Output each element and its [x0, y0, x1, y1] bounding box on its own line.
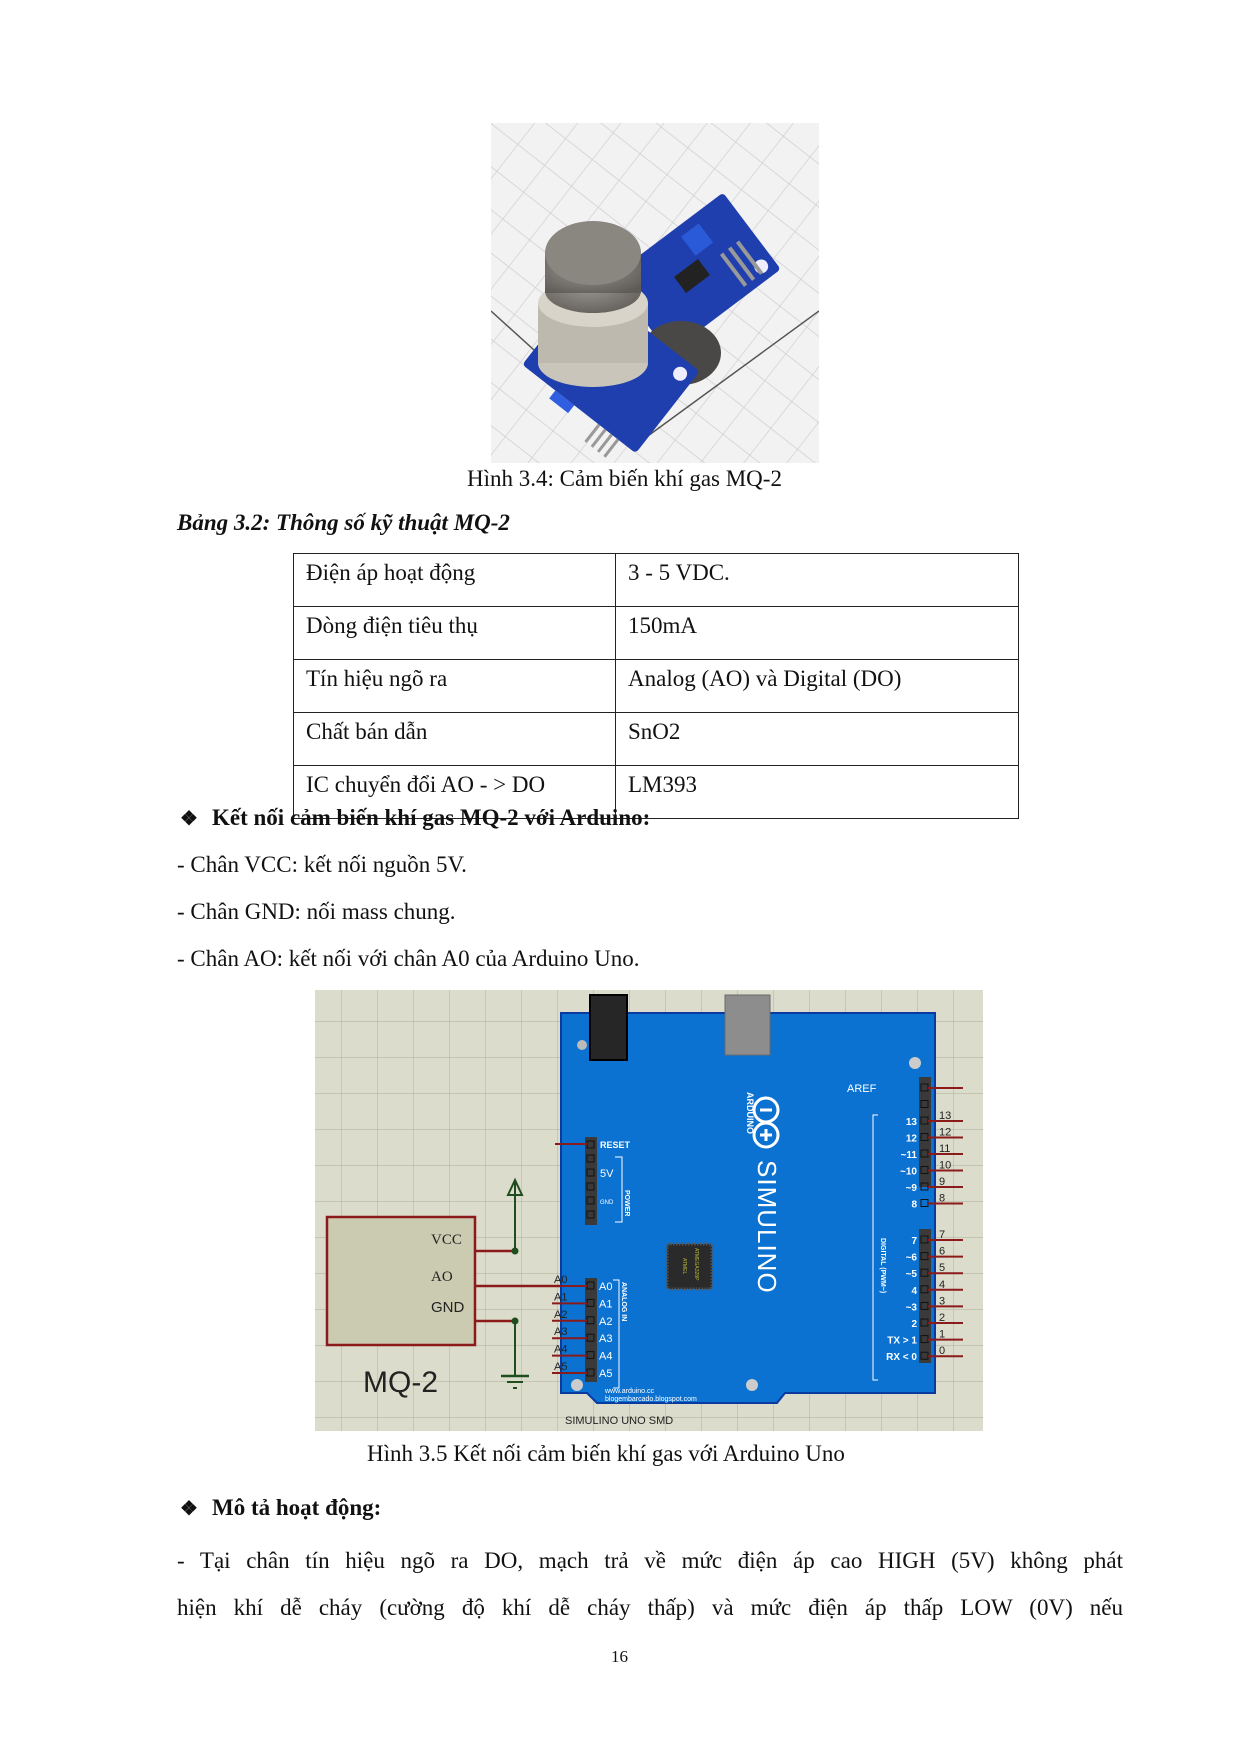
svg-text:RESET: RESET [600, 1140, 631, 1150]
svg-text:AREF: AREF [847, 1083, 877, 1095]
svg-text:4: 4 [939, 1278, 946, 1291]
spec-value: LM393 [616, 766, 1019, 819]
svg-text:MQ-2: MQ-2 [363, 1366, 438, 1399]
schematic-canvas [315, 990, 983, 1431]
svg-text:A0: A0 [554, 1274, 568, 1286]
figure-3-4-caption: Hình 3.4: Cảm biến khí gas MQ-2 [467, 466, 782, 491]
svg-text:AO: AO [431, 1269, 453, 1285]
svg-text:~10: ~10 [900, 1166, 917, 1178]
svg-text:~3: ~3 [905, 1302, 917, 1314]
svg-text:10: 10 [939, 1159, 952, 1172]
connection-line-vcc: - Chân VCC: kết nối nguồn 5V. [177, 852, 467, 877]
svg-text:1: 1 [939, 1328, 946, 1341]
svg-text:7: 7 [939, 1229, 946, 1241]
mcu-chip [667, 1244, 712, 1289]
usb-port [725, 995, 770, 1055]
svg-text:DIGITAL (PWM~): DIGITAL (PWM~) [879, 1238, 886, 1294]
operation-heading: ❖ Mô tả hoạt động: [180, 1495, 382, 1520]
svg-text:~11: ~11 [900, 1150, 917, 1161]
svg-text:13: 13 [939, 1110, 952, 1122]
svg-text:POWER: POWER [623, 1190, 630, 1217]
svg-text:SIMULINO UNO SMD: SIMULINO UNO SMD [565, 1415, 674, 1427]
svg-text:3: 3 [939, 1295, 946, 1308]
svg-text:A4: A4 [554, 1343, 568, 1356]
spec-value: 150mA [616, 607, 1019, 660]
svg-text:0: 0 [939, 1345, 946, 1358]
svg-text:TX > 1: TX > 1 [887, 1335, 917, 1347]
spec-value: Analog (AO) và Digital (DO) [616, 660, 1019, 713]
spec-param: Tín hiệu ngõ ra [294, 660, 616, 713]
figure-3-5-caption: Hình 3.5 Kết nối cảm biến khí gas với Arduino Uno [367, 1441, 845, 1466]
dc-jack [590, 995, 627, 1060]
spec-value: SnO2 [616, 713, 1019, 766]
diamond-bullet-icon: ❖ [180, 808, 198, 830]
paragraph-line: - Tại chân tín hiệu ngõ ra DO, mạch trả về mức điện áp cao HIGH (5V) không phát [177, 1548, 1123, 1573]
svg-text:2: 2 [939, 1312, 946, 1324]
spec-param: Dòng điện tiêu thụ [294, 607, 616, 660]
page-number: 16 [611, 1647, 628, 1666]
svg-text:13: 13 [905, 1117, 917, 1128]
diamond-bullet-icon: ❖ [180, 1498, 198, 1520]
svg-text:A4: A4 [599, 1350, 613, 1363]
svg-text:www.arduino.cc: www.arduino.cc [605, 1388, 655, 1395]
svg-text:A3: A3 [554, 1326, 568, 1339]
svg-text:ATMEGA328P: ATMEGA328P [693, 1248, 699, 1281]
svg-text:VCC: VCC [431, 1232, 462, 1248]
connection-line-ao: - Chân AO: kết nối với chân A0 của Arduino Uno. [177, 946, 640, 971]
svg-text:ARDUINO: ARDUINO [745, 1092, 755, 1134]
svg-text:A3: A3 [599, 1333, 613, 1346]
wiring-schematic [315, 990, 983, 1431]
svg-text:11: 11 [939, 1143, 951, 1155]
table-row [294, 713, 1019, 766]
svg-text:~9: ~9 [905, 1183, 917, 1194]
svg-text:2: 2 [911, 1319, 917, 1330]
svg-text:5V: 5V [600, 1168, 614, 1180]
svg-text:A2: A2 [554, 1308, 568, 1321]
svg-text:12: 12 [939, 1126, 952, 1139]
svg-text:7: 7 [911, 1236, 917, 1247]
svg-text:~5: ~5 [905, 1269, 917, 1281]
svg-text:8: 8 [939, 1192, 946, 1205]
svg-text:A1: A1 [599, 1298, 613, 1311]
svg-text:A5: A5 [599, 1368, 613, 1380]
operation-paragraph [177, 1537, 1123, 1631]
paragraph-line: hiện khí dễ cháy (cường độ khí dễ cháy thấp) và mức điện áp thấp LOW (0V) nếu [177, 1595, 1123, 1620]
svg-text:GND: GND [600, 1200, 614, 1206]
svg-text:GND: GND [431, 1299, 465, 1316]
svg-text:6: 6 [939, 1245, 946, 1258]
svg-text:ATMEL: ATMEL [681, 1258, 687, 1275]
svg-text:SIMULINO: SIMULINO [752, 1160, 782, 1294]
table-row [294, 660, 1019, 713]
svg-text:blogembarcado.blogspot.com: blogembarcado.blogspot.com [605, 1396, 697, 1403]
svg-text:A0: A0 [599, 1281, 613, 1293]
svg-text:RX < 0: RX < 0 [886, 1352, 917, 1364]
svg-text:A1: A1 [554, 1291, 568, 1304]
svg-text:5: 5 [939, 1262, 946, 1275]
table-row [294, 607, 1019, 660]
table-row [294, 554, 1019, 607]
connection-line-gnd: - Chân GND: nối mass chung. [177, 899, 456, 924]
svg-text:A2: A2 [599, 1315, 613, 1328]
svg-text:A5: A5 [554, 1361, 568, 1373]
analog-header [585, 1278, 597, 1382]
svg-text:ANALOG IN: ANALOG IN [620, 1282, 627, 1322]
svg-text:~6: ~6 [905, 1252, 917, 1264]
mq2-sensor-photo [491, 123, 819, 463]
spec-table [293, 553, 1019, 819]
spec-value: 3 - 5 VDC. [616, 554, 1019, 607]
svg-text:9: 9 [939, 1176, 946, 1188]
svg-text:12: 12 [905, 1133, 917, 1145]
svg-text:8: 8 [911, 1199, 917, 1211]
mq2-photo-illustration [491, 123, 819, 463]
spec-param: IC chuyển đổi AO - > DO [294, 766, 616, 819]
svg-text:4: 4 [911, 1285, 917, 1297]
spec-param: Chất bán dẫn [294, 713, 616, 766]
connection-heading: ❖ Kết nối cảm biến khí gas MQ-2 với Arduino: [180, 805, 651, 830]
spec-param: Điện áp hoạt động [294, 554, 616, 607]
table-3-2-title: Bảng 3.2: Thông số kỹ thuật MQ-2 [177, 510, 510, 535]
